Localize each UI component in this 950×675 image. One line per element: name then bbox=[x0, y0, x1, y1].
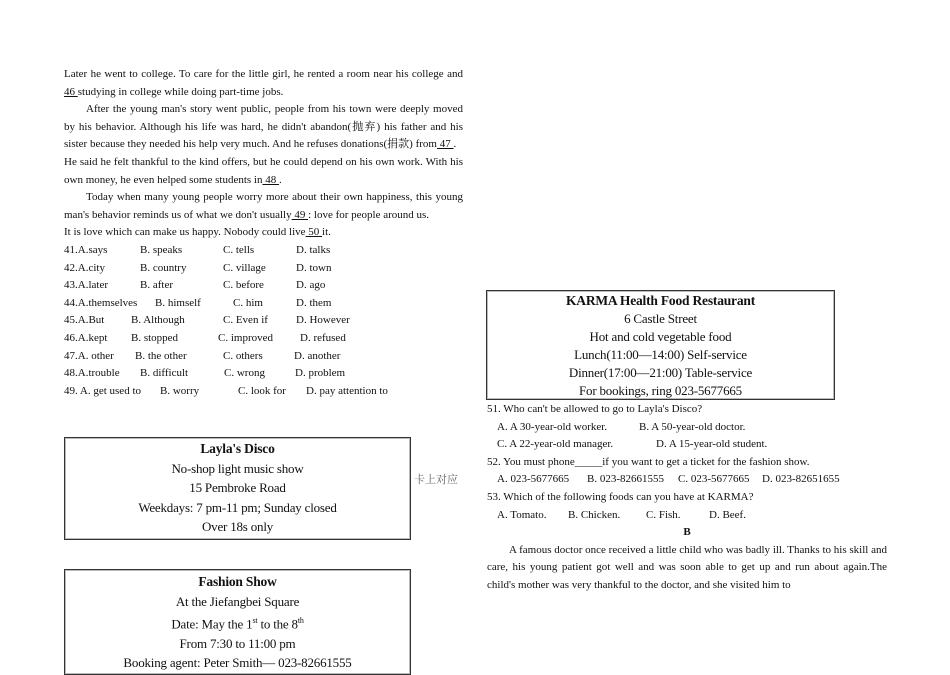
question-51-options-row2 bbox=[487, 436, 887, 454]
text: : love for people around us. bbox=[308, 208, 430, 221]
option: C. 023-5677665 bbox=[678, 473, 750, 486]
option-b: B. speaks bbox=[140, 243, 183, 256]
text: After the young man's story went public, people from his town were deeply moved by his behavior. Although his life was hard, he didn't abandon(抛弃) his father and his sister because they needed his help very much. And he refuses donations(捐款) from bbox=[64, 103, 463, 151]
ad-line: Weekdays: 7 pm-11 pm; Sunday closed bbox=[138, 499, 337, 515]
text: It is love which can make us happy. Nobody could live bbox=[64, 226, 306, 239]
blank-47: 47 bbox=[436, 138, 454, 151]
option: D. Beef. bbox=[709, 508, 746, 521]
option-b: B. country bbox=[140, 261, 187, 274]
option-a: 48.A.trouble bbox=[64, 367, 120, 380]
option-row-47 bbox=[64, 348, 463, 366]
superscript: st bbox=[252, 616, 258, 625]
ad-line: 15 Pembroke Road bbox=[189, 480, 286, 495]
option: C. A 22-year-old manager. bbox=[497, 438, 614, 451]
option: A. 023-5677665 bbox=[497, 473, 570, 486]
ad-line: Dinner(17:00—21:00) Table-service bbox=[568, 365, 753, 380]
text: 52. You must phone bbox=[487, 455, 575, 468]
ad-line: Booking agent: Peter Smith— 023-82661555 bbox=[123, 655, 352, 671]
blank: _____ bbox=[574, 455, 603, 468]
ad-line: At the Jiefangbei Square bbox=[175, 593, 300, 609]
text: it. bbox=[322, 226, 331, 239]
text: Date: May the 1 bbox=[171, 616, 253, 632]
option-a: 41.A.says bbox=[64, 243, 108, 256]
ad-title: KARMA Health Food Restaurant bbox=[565, 293, 756, 308]
question-51-options-row1 bbox=[487, 419, 887, 437]
option-b: B. stopped bbox=[131, 331, 179, 344]
option-row-45 bbox=[64, 312, 463, 330]
option-c: C. others bbox=[223, 349, 263, 362]
option-d: D. pay attention to bbox=[306, 384, 388, 397]
option-d: D. talks bbox=[296, 243, 331, 256]
option-c: C. Even if bbox=[223, 314, 268, 327]
question-52-options bbox=[487, 471, 887, 489]
ad-line: For bookings, ring 023-5677665 bbox=[578, 383, 742, 398]
option-a: 47.A. other bbox=[64, 349, 114, 362]
option-d: D. refused bbox=[300, 331, 346, 344]
fashion-show-ad bbox=[64, 569, 411, 675]
question-53: 53. Which of the following foods can you have at KARMA? bbox=[487, 490, 754, 503]
passage-paragraph-3 bbox=[64, 154, 463, 189]
ad-title: Layla's Disco bbox=[200, 441, 275, 456]
question-53-options bbox=[487, 507, 887, 525]
ad-title: Fashion Show bbox=[198, 574, 277, 589]
option: D. A 15-year-old student. bbox=[656, 438, 768, 451]
option-row-48 bbox=[64, 365, 463, 383]
question-52 bbox=[487, 454, 887, 472]
option-d: D. problem bbox=[295, 367, 346, 380]
ad-line: From 7:30 to 11:00 pm bbox=[179, 635, 296, 651]
blank-48: 48 bbox=[262, 173, 279, 186]
option-b: B. the other bbox=[135, 349, 187, 362]
option-a: 49. A. get used to bbox=[64, 384, 141, 397]
option-d: D. However bbox=[296, 314, 350, 327]
option-c: C. tells bbox=[223, 243, 255, 256]
option-c: C. wrong bbox=[224, 367, 265, 380]
option-a: 46.A.kept bbox=[64, 331, 108, 344]
superscript: th bbox=[297, 616, 304, 625]
option: D. 023-82651655 bbox=[762, 473, 840, 486]
option-a: 45.A.But bbox=[64, 314, 105, 327]
option-row-41 bbox=[64, 242, 463, 260]
text: Today when many young people worry more about their own happiness, this young man's behavior reminds us of what we don't usually bbox=[64, 191, 463, 221]
option-a: 42.A.city bbox=[64, 261, 105, 274]
option-c: C. village bbox=[223, 261, 266, 274]
passage-paragraph-5 bbox=[64, 224, 463, 242]
option-d: D. town bbox=[296, 261, 332, 274]
blank-49: 49 bbox=[291, 208, 309, 221]
ad-line: No-shop light music show bbox=[171, 460, 304, 476]
option-row-49 bbox=[64, 383, 463, 401]
blank-50: 50 bbox=[305, 226, 323, 239]
option-b: B. Although bbox=[131, 314, 185, 327]
option-a: 44.A.themselves bbox=[64, 296, 138, 309]
passage-paragraph-1 bbox=[64, 66, 463, 101]
text: to the 8 bbox=[257, 616, 298, 632]
ad-line: 6 Castle Street bbox=[624, 311, 697, 326]
text: if you want to get a ticket for the fashion show. bbox=[602, 455, 810, 468]
option: A. A 30-year-old worker. bbox=[497, 420, 608, 433]
option-row-42 bbox=[64, 260, 463, 278]
text: Later he went to college. To care for the little girl, he rented a room near his college and bbox=[64, 68, 463, 80]
layla-disco-ad bbox=[64, 437, 411, 540]
options-list bbox=[64, 242, 463, 400]
passage-paragraph-2 bbox=[64, 101, 463, 154]
option-row-43 bbox=[64, 277, 463, 295]
questions bbox=[487, 401, 887, 595]
section-heading-b: B bbox=[683, 526, 691, 539]
option-c: C. look for bbox=[238, 384, 286, 397]
option-b: B. himself bbox=[155, 296, 201, 309]
text: studying in college while doing part-time jobs. bbox=[77, 85, 284, 98]
option-d: D. another bbox=[294, 349, 341, 362]
option-b: B. difficult bbox=[140, 367, 189, 380]
option-b: B. worry bbox=[160, 384, 200, 397]
faint-background-text: 卡上对应 bbox=[414, 474, 458, 486]
option-c: C. improved bbox=[218, 331, 273, 344]
text: . bbox=[453, 138, 457, 151]
text: . bbox=[278, 173, 282, 186]
option-a: 43.A.later bbox=[64, 279, 108, 292]
left-column bbox=[64, 66, 463, 400]
option: B. A 50-year-old doctor. bbox=[639, 420, 746, 433]
option-d: D. ago bbox=[296, 279, 326, 292]
ad-line bbox=[65, 611, 410, 634]
option: B. 023-82661555 bbox=[587, 473, 664, 486]
passage-b: A famous doctor once received a little child who was badly ill. Thanks to his skill and care, his young patient got well and was soon able to get up and run about again.The child's mother was very thankful to the doctor, and she visited him to bbox=[487, 543, 887, 591]
ad-line: Lunch(11:00—14:00) Self-service bbox=[574, 347, 747, 362]
option: B. Chicken. bbox=[568, 508, 621, 521]
option-row-44 bbox=[64, 295, 463, 313]
option-c: C. before bbox=[223, 279, 264, 292]
question-51: 51. Who can't be allowed to go to Layla's Disco? bbox=[487, 403, 703, 415]
option-c: C. him bbox=[233, 296, 263, 309]
option: C. Fish. bbox=[646, 508, 681, 521]
ad-line: Over 18s only bbox=[201, 519, 274, 534]
option: A. Tomato. bbox=[497, 508, 547, 521]
ad-line: Hot and cold vegetable food bbox=[589, 329, 732, 344]
passage-paragraph-4 bbox=[64, 189, 463, 224]
text: He said he felt thankful to the kind offers, but he could depend on his own work. With his own money, he even helped some students in bbox=[64, 155, 463, 186]
blank-46: 46 bbox=[64, 85, 78, 98]
option-b: B. after bbox=[140, 279, 173, 292]
option-d: D. them bbox=[296, 296, 332, 309]
option-row-46 bbox=[64, 330, 463, 348]
karma-restaurant-ad bbox=[486, 290, 835, 400]
